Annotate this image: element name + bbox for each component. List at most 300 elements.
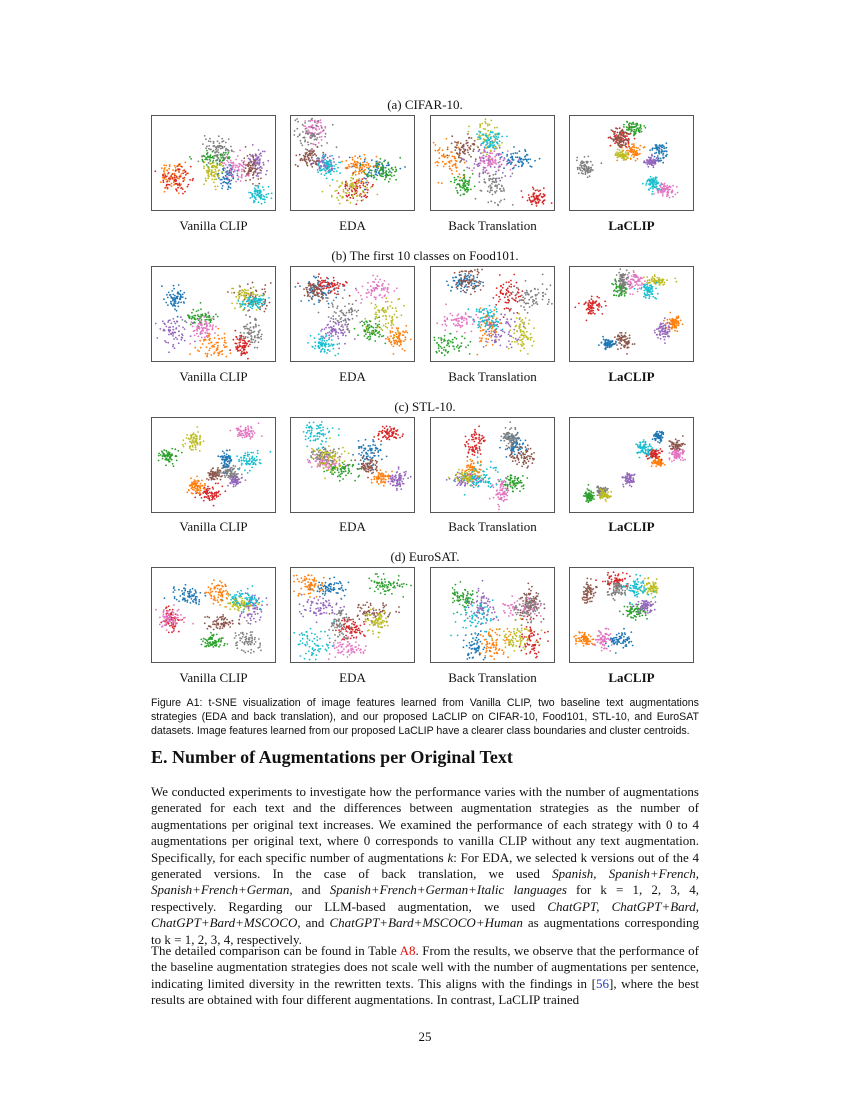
tsne-point xyxy=(202,343,204,345)
tsne-point xyxy=(349,197,351,199)
tsne-point xyxy=(321,139,323,141)
tsne-point xyxy=(518,159,520,161)
tsne-point xyxy=(457,284,459,286)
tsne-point xyxy=(501,177,503,179)
tsne-point xyxy=(319,170,321,172)
tsne-point xyxy=(483,138,485,140)
tsne-point xyxy=(320,125,322,127)
tsne-point xyxy=(446,319,448,321)
tsne-point xyxy=(456,184,458,186)
tsne-point xyxy=(531,337,533,339)
tsne-point xyxy=(194,322,196,324)
tsne-point xyxy=(231,150,233,152)
tsne-point xyxy=(357,186,359,188)
tsne-point xyxy=(234,307,236,309)
tsne-point xyxy=(504,158,506,160)
tsne-point xyxy=(487,341,489,343)
tsne-point xyxy=(455,319,457,321)
tsne-point xyxy=(330,173,332,175)
tsne-point xyxy=(626,121,628,123)
tsne-point xyxy=(251,293,253,295)
tsne-point xyxy=(454,149,456,151)
tsne-point xyxy=(191,318,193,320)
tsne-point xyxy=(252,183,254,185)
tsne-point xyxy=(374,313,376,315)
tsne-point xyxy=(487,130,489,132)
tsne-point xyxy=(403,305,405,307)
tsne-point xyxy=(358,171,360,173)
tsne-point xyxy=(516,282,518,284)
tsne-point xyxy=(210,319,212,321)
tsne-point xyxy=(468,273,470,275)
tsne-point xyxy=(472,318,474,320)
tsne-point xyxy=(320,131,322,133)
tsne-point xyxy=(477,146,479,148)
tsne-point xyxy=(331,343,333,345)
tsne-point xyxy=(263,301,265,303)
tsne-point xyxy=(337,336,339,338)
tsne-point xyxy=(318,292,320,294)
tsne-point xyxy=(198,323,200,325)
tsne-point xyxy=(443,340,445,342)
tsne-point xyxy=(325,327,327,329)
tsne-point xyxy=(238,339,240,341)
tsne-point xyxy=(622,135,624,137)
tsne-point xyxy=(663,191,665,193)
tsne-point xyxy=(619,149,621,151)
tsne-point xyxy=(322,295,324,297)
tsne-point xyxy=(457,176,459,178)
tsne-point xyxy=(460,157,462,159)
tsne-point xyxy=(524,292,526,294)
tsne-point xyxy=(457,313,459,315)
tsne-point xyxy=(470,281,472,283)
tsne-point xyxy=(467,275,469,277)
tsne-plot-cifar10-eda xyxy=(290,115,415,211)
tsne-point xyxy=(473,321,475,323)
tsne-point xyxy=(484,170,486,172)
tsne-point xyxy=(459,282,461,284)
tsne-point xyxy=(381,285,383,287)
tsne-point xyxy=(320,351,322,353)
tsne-point xyxy=(324,345,326,347)
tsne-point xyxy=(250,327,252,329)
tsne-point xyxy=(348,164,350,166)
tsne-point xyxy=(324,328,326,330)
tsne-point xyxy=(577,167,579,169)
tsne-point xyxy=(204,332,206,334)
tsne-point xyxy=(494,166,496,168)
tsne-point xyxy=(464,153,466,155)
tsne-point xyxy=(492,146,494,148)
tsne-point xyxy=(255,319,257,321)
tsne-point xyxy=(232,288,234,290)
tsne-point xyxy=(474,163,476,165)
tsne-point xyxy=(256,175,258,177)
tsne-point xyxy=(491,330,493,332)
tsne-point xyxy=(230,160,232,162)
tsne-point xyxy=(489,305,491,307)
tsne-point xyxy=(533,303,535,305)
tsne-point xyxy=(336,170,338,172)
tsne-point xyxy=(544,199,546,201)
tsne-point xyxy=(253,286,255,288)
tsne-point xyxy=(485,123,487,125)
tsne-point xyxy=(471,137,473,139)
tsne-point xyxy=(491,190,493,192)
tsne-point xyxy=(504,199,506,201)
tsne-point xyxy=(257,187,259,189)
tsne-point xyxy=(487,312,489,314)
tsne-point xyxy=(476,133,478,135)
tsne-point xyxy=(321,157,323,159)
tsne-point xyxy=(500,289,502,291)
tsne-point xyxy=(178,342,180,344)
tsne-point xyxy=(222,185,224,187)
tsne-point xyxy=(454,272,456,274)
tsne-point xyxy=(178,284,180,286)
tsne-point xyxy=(325,127,327,129)
tsne-point xyxy=(605,348,607,350)
tsne-point xyxy=(176,183,178,185)
tsne-point xyxy=(260,336,262,338)
tsne-point xyxy=(203,316,205,318)
tsne-point xyxy=(501,185,503,187)
tsne-point xyxy=(333,321,335,323)
tsne-point xyxy=(604,339,606,341)
tsne-point xyxy=(300,140,302,142)
tsne-point xyxy=(325,333,327,335)
tsne-point xyxy=(254,337,256,339)
tsne-point xyxy=(193,330,195,332)
tsne-point xyxy=(395,166,397,168)
tsne-point xyxy=(392,169,394,171)
tsne-point xyxy=(435,150,437,152)
tsne-point xyxy=(246,352,248,354)
tsne-point xyxy=(661,144,663,146)
tsne-point xyxy=(362,199,364,201)
tsne-point xyxy=(320,165,322,167)
tsne-point xyxy=(304,122,306,124)
tsne-point xyxy=(333,300,335,302)
tsne-point xyxy=(249,167,251,169)
tsne-point xyxy=(399,338,401,340)
tsne-point xyxy=(352,318,354,320)
tsne-point xyxy=(449,333,451,335)
tsne-point xyxy=(464,317,466,319)
tsne-point xyxy=(459,152,461,154)
tsne-point xyxy=(375,334,377,336)
tsne-point xyxy=(528,299,530,301)
tsne-point xyxy=(615,141,617,143)
tsne-point xyxy=(304,295,306,297)
tsne-point xyxy=(354,160,356,162)
tsne-point xyxy=(182,188,184,190)
tsne-point xyxy=(212,346,214,348)
tsne-point xyxy=(328,316,330,318)
tsne-point xyxy=(352,178,354,180)
tsne-point xyxy=(385,318,387,320)
tsne-point xyxy=(390,332,392,334)
tsne-point xyxy=(512,168,514,170)
tsne-point xyxy=(467,149,469,151)
tsne-point xyxy=(376,306,378,308)
tsne-point xyxy=(267,160,269,162)
tsne-point xyxy=(345,281,347,283)
tsne-point xyxy=(258,183,260,185)
tsne-point xyxy=(624,132,626,134)
tsne-point xyxy=(331,155,333,157)
tsne-point xyxy=(533,341,535,343)
tsne-point xyxy=(619,132,621,134)
tsne-point xyxy=(178,306,180,308)
tsne-point xyxy=(181,337,183,339)
tsne-point xyxy=(455,164,457,166)
tsne-point xyxy=(390,342,392,344)
tsne-point xyxy=(353,165,355,167)
tsne-point xyxy=(643,125,645,127)
tsne-point xyxy=(458,318,460,320)
tsne-point xyxy=(338,332,340,334)
method-label-vanilla-clip: Vanilla CLIP xyxy=(179,218,248,233)
tsne-point xyxy=(315,345,317,347)
tsne-point xyxy=(649,163,651,165)
tsne-point xyxy=(527,353,529,355)
tsne-point xyxy=(526,331,528,333)
tsne-point xyxy=(209,316,211,318)
tsne-point xyxy=(656,180,658,182)
tsne-point xyxy=(245,180,247,182)
tsne-point xyxy=(474,144,476,146)
tsne-point xyxy=(439,147,441,149)
tsne-point xyxy=(446,281,448,283)
tsne-point xyxy=(457,322,459,324)
tsne-point xyxy=(392,319,394,321)
tsne-point xyxy=(333,277,335,279)
tsne-point xyxy=(474,291,476,293)
tsne-point xyxy=(660,189,662,191)
tsne-point xyxy=(443,349,445,351)
tsne-point xyxy=(510,169,512,171)
tsne-point xyxy=(474,269,476,271)
tsne-point xyxy=(618,137,620,139)
tsne-point xyxy=(490,162,492,164)
tsne-point xyxy=(162,177,164,179)
tsne-point xyxy=(529,306,531,308)
tsne-point xyxy=(338,162,340,164)
tsne-point xyxy=(626,139,628,141)
tsne-point xyxy=(511,347,513,349)
tsne-point xyxy=(249,344,251,346)
tsne-point xyxy=(477,285,479,287)
tsne-point xyxy=(362,325,364,327)
tsne-point xyxy=(664,188,666,190)
tsne-point xyxy=(264,196,266,198)
tsne-point xyxy=(587,176,589,178)
tsne-point xyxy=(620,130,622,132)
tsne-point xyxy=(309,296,311,298)
tsne-point xyxy=(634,153,636,155)
tsne-point xyxy=(261,299,263,301)
tsne-point xyxy=(166,181,168,183)
tsne-point xyxy=(205,157,207,159)
tsne-point xyxy=(361,167,363,169)
tsne-point xyxy=(385,316,387,318)
tsne-point xyxy=(538,292,540,294)
tsne-point xyxy=(464,277,466,279)
tsne-point xyxy=(654,159,656,161)
tsne-point xyxy=(520,344,522,346)
tsne-point xyxy=(454,177,456,179)
tsne-point xyxy=(582,170,584,172)
tsne-point xyxy=(310,283,312,285)
tsne-point xyxy=(498,184,500,186)
tsne-point xyxy=(478,150,480,152)
tsne-point xyxy=(244,307,246,309)
tsne-point xyxy=(335,329,337,331)
tsne-point xyxy=(338,328,340,330)
tsne-point xyxy=(464,189,466,191)
tsne-point xyxy=(513,159,515,161)
tsne-point xyxy=(616,142,618,144)
tsne-point xyxy=(241,177,243,179)
tsne-point xyxy=(486,154,488,156)
tsne-point xyxy=(494,127,496,129)
tsne-point xyxy=(217,328,219,330)
tsne-point xyxy=(657,155,659,157)
tsne-point xyxy=(368,324,370,326)
tsne-point xyxy=(503,284,505,286)
tsne-point xyxy=(207,159,209,161)
tsne-point xyxy=(336,294,338,296)
tsne-point xyxy=(165,179,167,181)
tsne-point xyxy=(368,172,370,174)
tsne-point xyxy=(375,161,377,163)
tsne-point xyxy=(341,324,343,326)
tsne-point xyxy=(493,314,495,316)
tsne-point xyxy=(460,345,462,347)
tsne-point xyxy=(326,335,328,337)
tsne-point xyxy=(210,149,212,151)
tsne-point xyxy=(375,304,377,306)
tsne-point xyxy=(196,311,198,313)
tsne-point xyxy=(513,274,515,276)
tsne-point xyxy=(492,131,494,133)
tsne-point xyxy=(363,171,365,173)
tsne-point xyxy=(324,174,326,176)
tsne-point xyxy=(510,161,512,163)
tsne-point xyxy=(264,151,266,153)
tsne-point xyxy=(224,162,226,164)
tsne-point xyxy=(475,314,477,316)
tsne-point xyxy=(512,173,514,175)
tsne-point xyxy=(335,355,337,357)
tsne-point xyxy=(632,122,634,124)
tsne-point xyxy=(445,323,447,325)
tsne-point xyxy=(396,343,398,345)
tsne-point xyxy=(307,129,309,131)
tsne-point xyxy=(501,322,503,324)
tsne-point xyxy=(316,289,318,291)
tsne-point xyxy=(489,134,491,136)
tsne-point xyxy=(248,163,250,165)
tsne-point xyxy=(380,166,382,168)
tsne-point xyxy=(241,175,243,177)
tsne-point xyxy=(643,160,645,162)
tsne-point xyxy=(312,162,314,164)
tsne-point xyxy=(210,174,212,176)
tsne-point xyxy=(462,325,464,327)
tsne-point xyxy=(167,297,169,299)
tsne-point xyxy=(395,169,397,171)
tsne-point xyxy=(221,138,223,140)
tsne-point xyxy=(497,205,499,207)
tsne-point xyxy=(464,162,466,164)
tsne-point xyxy=(220,179,222,181)
tsne-point xyxy=(331,339,333,341)
tsne-point xyxy=(312,125,314,127)
tsne-point xyxy=(185,298,187,300)
tsne-point xyxy=(184,340,186,342)
tsne-point xyxy=(469,271,471,273)
tsne-point xyxy=(221,141,223,143)
tsne-point xyxy=(396,333,398,335)
tsne-point xyxy=(444,329,446,331)
tsne-point xyxy=(487,190,489,192)
tsne-point xyxy=(662,195,664,197)
tsne-point xyxy=(340,330,342,332)
tsne-point xyxy=(386,165,388,167)
tsne-point xyxy=(293,134,295,136)
tsne-point xyxy=(391,321,393,323)
tsne-point xyxy=(509,286,511,288)
tsne-point xyxy=(261,194,263,196)
tsne-point xyxy=(374,340,376,342)
tsne-point xyxy=(207,172,209,174)
tsne-point xyxy=(365,164,367,166)
tsne-point xyxy=(314,153,316,155)
tsne-point xyxy=(301,144,303,146)
tsne-point xyxy=(521,341,523,343)
tsne-point xyxy=(321,282,323,284)
tsne-point xyxy=(256,193,258,195)
tsne-point xyxy=(317,137,319,139)
tsne-point xyxy=(354,338,356,340)
tsne-point xyxy=(227,149,229,151)
tsne-point xyxy=(197,325,199,327)
tsne-point xyxy=(319,168,321,170)
tsne-point xyxy=(650,176,652,178)
tsne-point xyxy=(480,307,482,309)
tsne-point xyxy=(498,134,500,136)
tsne-point xyxy=(251,167,253,169)
tsne-point xyxy=(249,197,251,199)
tsne-point xyxy=(312,296,314,298)
tsne-point xyxy=(252,300,254,302)
tsne-point xyxy=(212,326,214,328)
tsne-point xyxy=(375,165,377,167)
tsne-point xyxy=(364,331,366,333)
tsne-point xyxy=(167,304,169,306)
tsne-point xyxy=(305,148,307,150)
tsne-point xyxy=(262,186,264,188)
tsne-point xyxy=(467,281,469,283)
tsne-point xyxy=(263,198,265,200)
tsne-point xyxy=(515,156,517,158)
tsne-point xyxy=(479,132,481,134)
tsne-point xyxy=(491,311,493,313)
tsne-point xyxy=(499,161,501,163)
